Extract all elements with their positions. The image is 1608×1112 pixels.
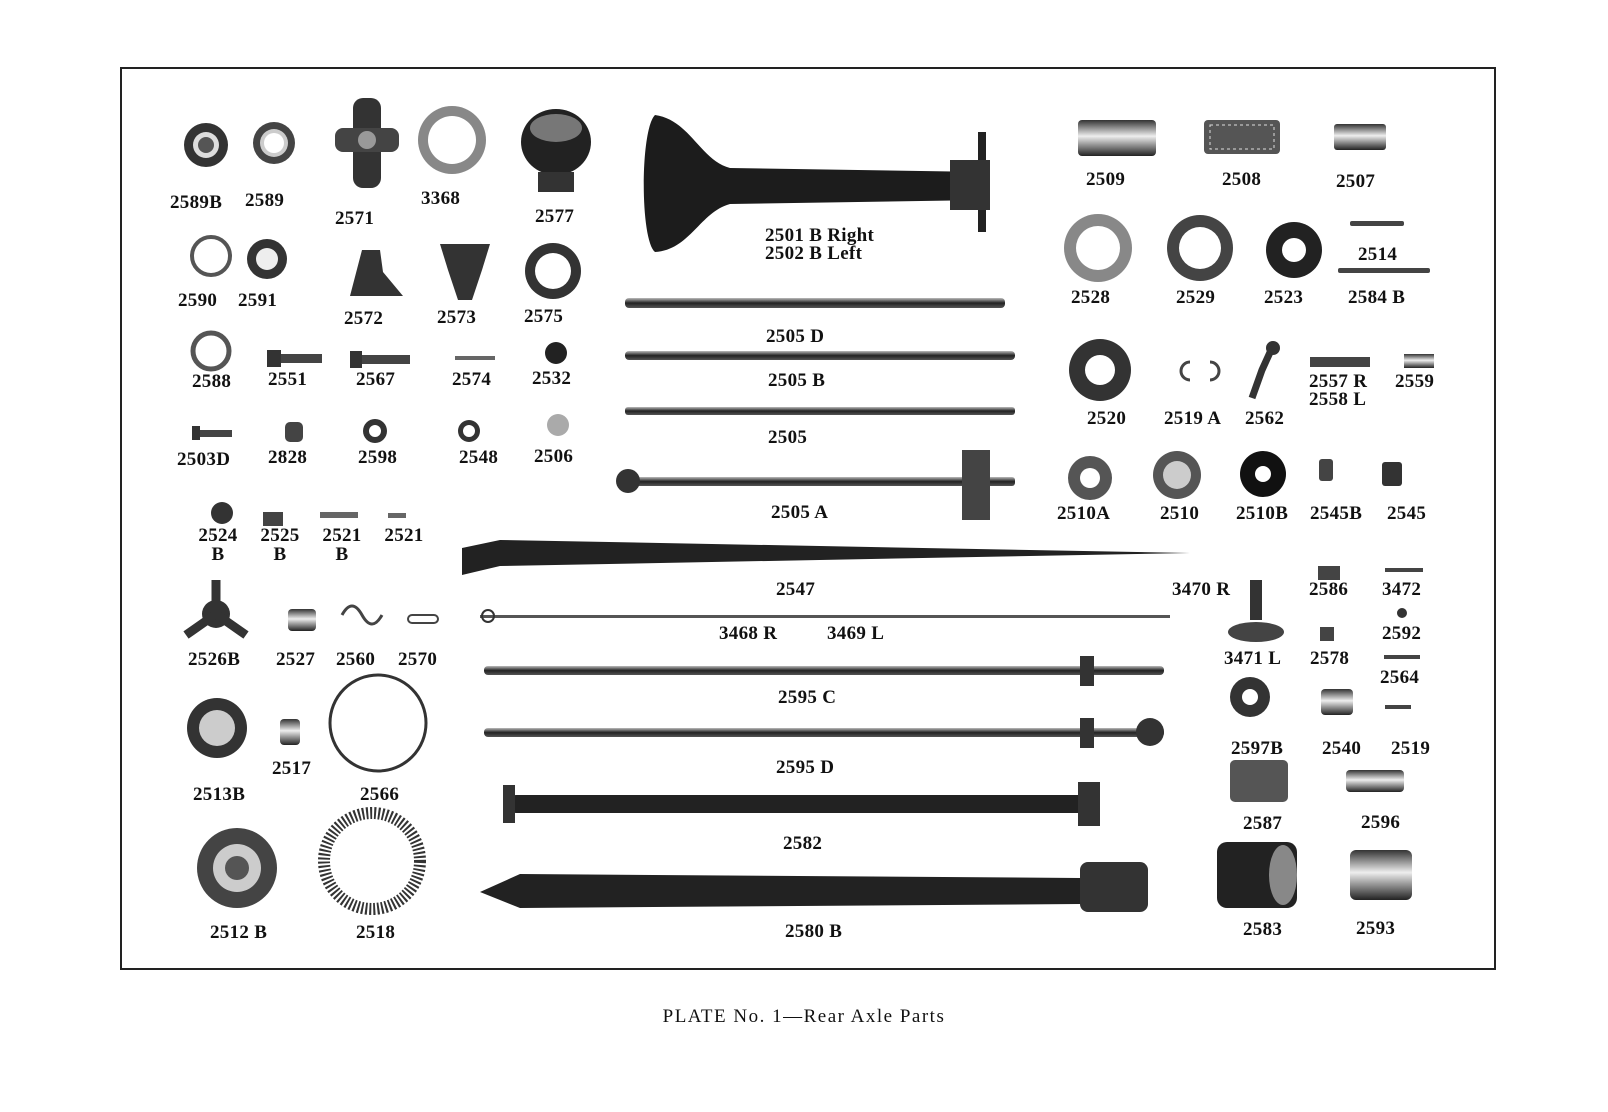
label-2597B: 2597B (1231, 738, 1284, 759)
label-2527: 2527 (276, 649, 316, 670)
part-2574 (455, 356, 495, 360)
label-2551: 2551 (268, 369, 308, 390)
label-2572: 2572 (344, 308, 384, 329)
part-2506 (547, 414, 569, 436)
label-2589B: 2589B (170, 192, 223, 213)
label-3368: 3368 (421, 188, 461, 209)
label-2532: 2532 (532, 368, 572, 389)
label-2584B: 2584 B (1348, 287, 1406, 308)
part-2508 (1204, 120, 1280, 154)
part-2570 (408, 615, 438, 623)
part-2583 (1217, 842, 1297, 908)
part-3472 (1385, 568, 1423, 572)
part-2564 (1384, 655, 1420, 659)
label-3468R: 3468 R (719, 623, 778, 644)
label-3470R: 3470 R (1172, 579, 1231, 600)
part-2588 (193, 333, 229, 369)
label-2510A: 2510A (1057, 503, 1111, 524)
label-2578: 2578 (1310, 648, 1350, 669)
label-2510: 2510 (1160, 503, 1200, 524)
part-2521 (388, 513, 406, 518)
label-2517: 2517 (272, 758, 312, 779)
label-2571: 2571 (335, 208, 375, 229)
label-2508: 2508 (1222, 169, 1262, 190)
part-2529 (1167, 215, 1233, 281)
part-2512B (197, 828, 277, 908)
part-2587 (1230, 760, 1288, 802)
part-2524B (211, 502, 233, 524)
label-2528: 2528 (1071, 287, 1111, 308)
label-2587: 2587 (1243, 813, 1283, 834)
label-2573: 2573 (437, 307, 477, 328)
label-2521B: 2521 (322, 525, 362, 546)
label-2545: 2545 (1387, 503, 1427, 524)
label-2596: 2596 (1361, 812, 1401, 833)
label-2512B: 2512 B (210, 922, 268, 943)
label-2506: 2506 (534, 446, 574, 467)
label-2570: 2570 (398, 649, 438, 670)
label-2525: 2525 (260, 525, 300, 546)
part-2526B (186, 580, 246, 635)
label-2598: 2598 (358, 447, 398, 468)
part-2578 (1320, 627, 1334, 641)
label-2828: 2828 (268, 447, 308, 468)
label-2588: 2588 (192, 371, 232, 392)
label-2574: 2574 (452, 369, 492, 390)
part-2510 (1153, 451, 1201, 499)
part-2595D (484, 718, 1164, 748)
part-2559 (1404, 354, 1434, 368)
part-2505B (625, 351, 1015, 360)
part-2575 (525, 243, 581, 299)
part-2510A (1068, 456, 1112, 500)
part-2517 (280, 719, 300, 745)
part-2589B (184, 123, 228, 167)
part-2547 (462, 540, 1190, 575)
label-2593: 2593 (1356, 918, 1396, 939)
part-3468R (480, 610, 1170, 622)
label-3471L: 3471 L (1224, 648, 1282, 669)
label-2507: 2507 (1336, 171, 1376, 192)
label-2529: 2529 (1176, 287, 1216, 308)
label-2564: 2564 (1380, 667, 1420, 688)
part-2548 (458, 420, 480, 442)
part-2545 (1382, 462, 1402, 486)
part-2598 (363, 419, 387, 443)
part-2567 (350, 351, 410, 368)
label-2514: 2514 (1358, 244, 1398, 265)
part-2562 (1252, 341, 1280, 398)
label-2586: 2586 (1309, 579, 1349, 600)
label-2577: 2577 (535, 206, 575, 227)
part-2593 (1350, 850, 1412, 900)
part-2525B (263, 512, 283, 526)
label-2521: 2521 (384, 525, 424, 546)
label-2505: 2505 (768, 427, 808, 448)
label-2521B-suffix: B (335, 544, 349, 565)
label-2513B: 2513B (193, 784, 246, 805)
label-2526B: 2526B (188, 649, 241, 670)
label-2505D: 2505 D (766, 326, 825, 347)
part-2560 (342, 606, 382, 624)
part-2828 (285, 422, 303, 442)
part-2596 (1346, 770, 1404, 792)
label-2562: 2562 (1245, 408, 1285, 429)
part-2573 (440, 244, 490, 300)
part-2523 (1266, 222, 1322, 278)
label-2548: 2548 (459, 447, 499, 468)
label-2582: 2582 (783, 833, 823, 854)
part-2509 (1078, 120, 1156, 156)
label-2595C: 2595 C (778, 687, 837, 708)
label-2595D: 2595 D (776, 757, 835, 778)
label-2589: 2589 (245, 190, 285, 211)
label-2540: 2540 (1322, 738, 1362, 759)
label-2560: 2560 (336, 649, 376, 670)
label-2559: 2559 (1395, 371, 1435, 392)
label-2519A: 2519 A (1164, 408, 1222, 429)
part-2503D (192, 426, 232, 440)
label-2505A: 2505 A (771, 502, 829, 523)
part-2566 (330, 675, 426, 771)
part-2540 (1321, 689, 1353, 715)
part-2584B (1338, 268, 1430, 273)
part-2591 (247, 239, 287, 279)
label-2510B: 2510B (1236, 503, 1289, 524)
part-2521B (320, 512, 358, 518)
part-2510B (1240, 451, 1286, 497)
label-2591: 2591 (238, 290, 278, 311)
label-2580B: 2580 B (785, 921, 843, 942)
part-2545B (1319, 459, 1333, 481)
label-3472: 3472 (1382, 579, 1422, 600)
part-2519A (1181, 362, 1219, 380)
part-3470R (1228, 580, 1284, 642)
label-2509: 2509 (1086, 169, 1126, 190)
label-2523: 2523 (1264, 287, 1304, 308)
label-2575: 2575 (524, 306, 564, 327)
part-2577 (521, 109, 591, 192)
part-2595C (484, 656, 1164, 686)
label-2567: 2567 (356, 369, 396, 390)
label-2505B: 2505 B (768, 370, 826, 391)
label-2557R: 2557 R (1309, 371, 1368, 392)
label-2520: 2520 (1087, 408, 1127, 429)
part-2514 (1350, 221, 1404, 226)
part-2557R (1310, 357, 1370, 367)
label-2525-suffix: B (273, 544, 287, 565)
label-2524-suffix: B (211, 544, 225, 565)
label-2592: 2592 (1382, 623, 1422, 644)
plate-caption: PLATE No. 1—Rear Axle Parts (662, 1006, 946, 1027)
label-2518: 2518 (356, 922, 396, 943)
label-2547: 2547 (776, 579, 816, 600)
part-2507 (1334, 124, 1386, 150)
part-2520 (1069, 339, 1131, 401)
part-2505D (625, 298, 1005, 308)
label-2519: 2519 (1391, 738, 1431, 759)
label-2545B: 2545B (1310, 503, 1363, 524)
label-2501B: 2501 B Right (765, 225, 875, 246)
label-2566: 2566 (360, 784, 400, 805)
part-2580B (480, 862, 1148, 912)
part-3368 (418, 106, 486, 174)
part-2528 (1064, 214, 1132, 282)
part-2532 (545, 342, 567, 364)
part-2590 (192, 237, 230, 275)
part-2592 (1397, 608, 1407, 618)
part-2527 (288, 609, 316, 631)
label-2502B: 2502 B Left (765, 243, 863, 264)
part-2582 (503, 782, 1100, 826)
label-3469L: 3469 L (827, 623, 885, 644)
part-2597B (1230, 677, 1270, 717)
part-2586 (1318, 566, 1340, 580)
part-2519 (1385, 705, 1411, 709)
label-2503D: 2503D (177, 449, 231, 470)
part-2589 (253, 122, 295, 164)
label-2524: 2524 (198, 525, 238, 546)
part-2518 (324, 813, 420, 909)
part-2505 (625, 407, 1015, 415)
part-2551 (267, 350, 322, 367)
label-2590: 2590 (178, 290, 218, 311)
label-2583: 2583 (1243, 919, 1283, 940)
part-2572 (350, 250, 403, 296)
part-2571 (335, 98, 399, 188)
part-2513B (187, 698, 247, 758)
label-2558L: 2558 L (1309, 389, 1367, 410)
